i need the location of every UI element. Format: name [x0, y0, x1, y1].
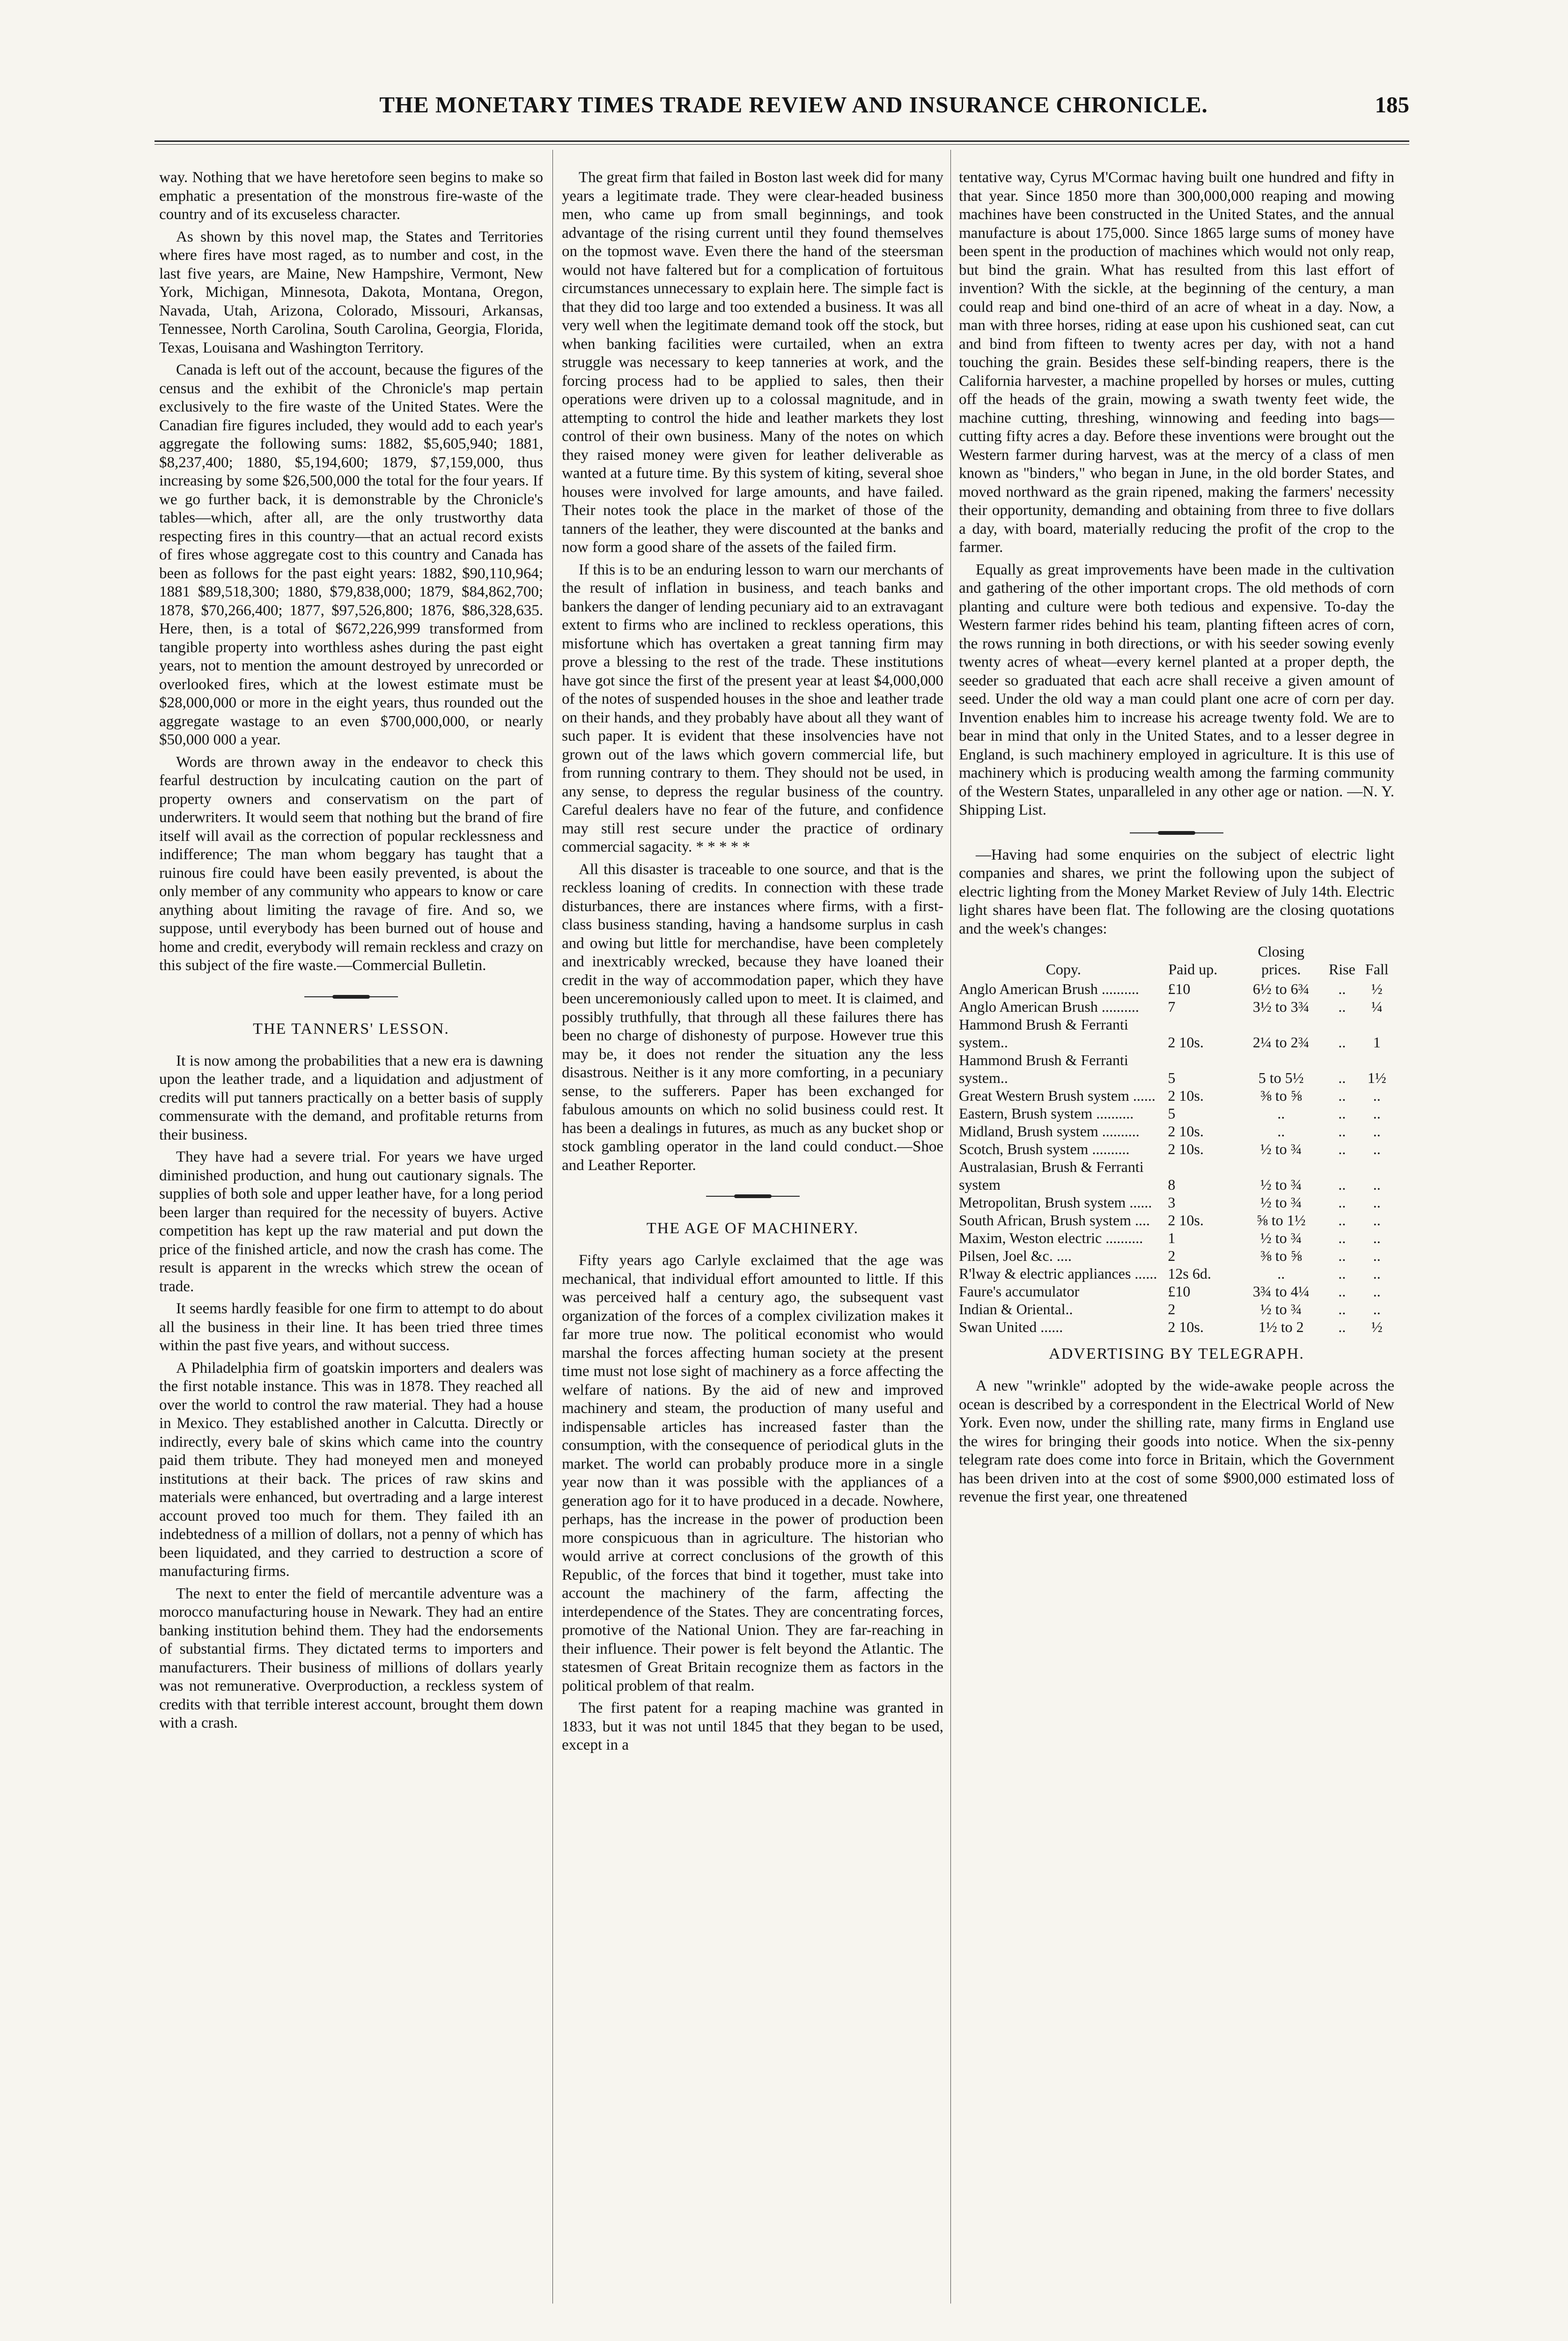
company-cell: Faure's accumulator	[959, 1283, 1080, 1300]
paid-up-cell: 2 10s.	[1168, 1087, 1204, 1104]
rise-cell: ..	[1338, 1212, 1346, 1229]
fall-cell: ..	[1373, 1247, 1381, 1264]
column-header: Copy.	[1045, 961, 1081, 978]
paid-up-cell: 8	[1168, 1176, 1176, 1193]
price-cell: ½ to ¾	[1260, 1176, 1302, 1193]
rise-cell: ..	[1338, 1318, 1346, 1335]
paragraph: Fifty years ago Carlyle exclaimed that the age was mechanical, that individual effort amounted to little. If this was perceived half a century ago, the subsequent vast organization of the forces of a complex civilization makes it far more true now. The political economist who would marshal the forces affecting human society at the present time must not lose sight of machinery as a force affecting the welfare of nations. By the aid of new and improved machinery and steam, the production of many useful and indispensable articles has increased faster than the consumption, with the consequence of periodical gluts in the market. The world can probably produce more in a single year now than it was possible with the appliances of a generation ago for it to have produced in a decade. Nowhere, perhaps, has the increase in the power of production been more conspicuous than in agriculture. The historian who would arrive at correct conclusions of the growth of this Republic, of the forces that bind it together, must take into account the machinery of the farm, affecting the interdependence of the States. They are concentrating forces, promotive of the National Union. They are far-reaching in their influence. Their power is felt beyond the Atlantic. The statesmen of Great Britain recognize them as factors in the political problem of that realm.	[562, 1252, 943, 1694]
fall-cell: ¼	[1371, 998, 1383, 1015]
header-rule	[155, 140, 1409, 142]
table-row	[959, 1247, 1394, 1265]
price-cell: ⅜ to ⅝	[1260, 1247, 1302, 1264]
paid-up-cell: 5	[1168, 1069, 1176, 1086]
company-cell: South African, Brush system ....	[959, 1212, 1150, 1229]
paragraph: As shown by this novel map, the States and Territories where fires have most raged, as to number and cost, in the last five years, are Maine, New Hampshire, Vermont, New York, Michigan, Minnesota, Dakota, Montana, Oregon, Navada, Utah, Arizona, Colorado, Missouri, Arkansas, Tennessee, North Carolina, South Carolina, Georgia, Florida, Texas, Louisana and Washington Territory.	[159, 228, 543, 356]
quotations-table	[959, 942, 1394, 1336]
column-2	[562, 169, 943, 2313]
page-header	[155, 91, 1409, 129]
price-cell: 3½ to 3¾	[1252, 998, 1310, 1015]
article-heading: THE TANNERS' LESSON.	[253, 1020, 449, 1038]
paragraph: Equally as great improvements have been made in the cultivation and gathering of the other important crops. The old methods of corn planting and culture were both tedious and expensive. To-day the Western farmer rides behind his team, planting fifteen acres of corn, the rows running in both directions, or with his seeder sowing evenly twenty acres of wheat—every kernel planted at a proper depth, the seeder so graduated that each acre shall receive a given amount of seed. Under the old way a man could plant one acre of corn per day. Invention enables him to increase his acreage twenty fold. We are to bear in mind that only in the United States, and to a lesser degree in England, is such machinery employed in agriculture. It is this use of machinery which is producing wealth among the farming community of the Western States, unparalleled in any other age or nation. —N. Y. Shipping List.	[959, 561, 1394, 818]
company-cell: Maxim, Weston electric ..........	[959, 1229, 1143, 1246]
company-cell: Eastern, Brush system ..........	[959, 1105, 1134, 1122]
price-cell: 5 to 5½	[1258, 1069, 1304, 1086]
price-cell: ⅜ to ⅝	[1260, 1087, 1302, 1104]
fall-cell: ½	[1371, 1318, 1383, 1335]
rise-cell: ..	[1338, 980, 1346, 997]
paid-up-cell: 12s 6d.	[1168, 1265, 1211, 1282]
section-divider	[706, 1194, 800, 1198]
column-header: Paid up.	[1168, 961, 1218, 978]
price-cell: 6½ to 6¾	[1252, 980, 1310, 997]
price-cell: ..	[1277, 1265, 1285, 1282]
table-row	[959, 1104, 1394, 1122]
paragraph: All this disaster is traceable to one source, and that is the reckless loaning of credits. In connection with these trade disturbances, there are instances where firms, with a first-class business standing, having a handsome surplus in cash and owing but little for merchandise, have been completely and inextricably wrecked, because they have loaned their credit in the way of accommodation paper, which they have been unceremoniously called upon to meet. It is claimed, and possibly truthfully, that through all these failures there has been no charge of dishonesty of purpose. However true this may be, it does not render the situation any the less disastrous. Neither is it any more comforting, in a pecuniary sense, to the sufferers. Paper has been exchanged for fabulous amounts on which no solid business could rest. It has been a dealings in futures, as much as any bucket shop or stock gambling operator in the land could conduct.—Shoe and Leather Reporter.	[562, 861, 943, 1174]
table-row	[959, 1229, 1394, 1247]
paid-up-cell: 2 10s.	[1168, 1141, 1204, 1157]
table-row	[959, 1122, 1394, 1140]
paragraph: The first patent for a reaping machine was granted in 1833, but it was not until 1845 that they began to be used, except in a	[562, 1700, 943, 1753]
column-header: Fall	[1365, 961, 1389, 978]
rise-cell: ..	[1338, 1265, 1346, 1282]
price-cell: ⅝ to 1½	[1256, 1212, 1306, 1229]
table-row	[959, 1193, 1394, 1211]
paragraph: The great firm that failed in Boston last week did for many years a legitimate trade. They were clear-headed business men, who came up from small beginnings, and took advantage of the rising current until they found themselves on the topmost wave. Even there the hand of the steersman would not have faltered but for a complication of fortuitous circumstances unnecessary to explain here. The simple fact is that they did too large and too extended a business. It was all very well when the legitimate demand took off the stock, but when banking facilities were curtailed, when an extra struggle was necessary to keep tanneries at work, and the forcing process had to be applied to sales, then their operations were driven up to a colossal magnitude, and in attempting to control the hide and leather markets they lost control of their own business. Many of the notes on which they raised money were given for leather deliverable as wanted at a future time. By this system of kiting, several shoe houses were involved for large amounts, and have failed. Their notes took the place in the market of those of the tanners of the leather, they were discounted at the banks and now form a good share of the assets of the failed firm.	[562, 169, 943, 556]
company-cell: Pilsen, Joel &c. ....	[959, 1247, 1072, 1264]
rise-cell: ..	[1338, 1301, 1346, 1318]
section-divider	[1130, 831, 1223, 835]
table-row	[959, 998, 1394, 1016]
rise-cell: ..	[1338, 1087, 1346, 1104]
paragraph: way. Nothing that we have heretofore seen begins to make so emphatic a presentation of the monstrous fire-waste of the country and of its excuseless character.	[159, 169, 543, 223]
paragraph: Canada is left out of the account, because the figures of the census and the exhibit of the Chronicle's map pertain exclusively to the fire waste of the United States. Were the Canadian fire figures included, they would add to each year's aggregate the following sums: 1882, $5,605,940; 1881, $8,237,400; 1880, $5,194,600; 1879, $7,159,000, thus increasing by some $26,500,000 the total for the four years. If we go further back, it is demonstrable by the Chronicle's tables—which, after all, are the only trustworthy data respecting fires in this country—that an actual record exists of fires whose aggregate cost to this country and Canada has been as follows for the past eight years: 1882, $90,110,964; 1881 $89,518,300; 1880, $79,838,000; 1879, $84,862,700; 1878, $70,266,400; 1877, $97,526,800; 1876, $86,328,635. Here, then, is a total of $672,226,999 transformed from tangible property into worthless ashes during the past eight years, not to mention the amount destroyed by unrecorded or overlooked fires, which at the lowest estimate must be $28,000,000 or more in the eight years, thus rounded out the aggregate wastage to an even $700,000,000, or nearly $50,000 000 a year.	[159, 361, 543, 748]
column-header: Closing prices.	[1258, 943, 1304, 978]
paragraph: The next to enter the field of mercantile adventure was a morocco manufacturing house in Newark. They had an entire banking institution behind them. They had the endorsements of substantial firms. They dictated terms to importers and manufacturers. Their business of millions of dollars yearly was not remunerative. Overproduction, a reckless system of credits with that terrible interest account, brought them down with a crash.	[159, 1585, 543, 1731]
paragraph: It is now among the probabilities that a new era is dawning upon the leather trade, and a liquidation and adjustment of credits will put tanners practically on a better basis of supply commensurate with the demand, and profitable returns from their business.	[159, 1052, 543, 1143]
fall-cell: ..	[1373, 1301, 1381, 1318]
fall-cell: ..	[1373, 1087, 1381, 1104]
rise-cell: ..	[1338, 1247, 1346, 1264]
fall-cell: ..	[1373, 1229, 1381, 1246]
rise-cell: ..	[1338, 1176, 1346, 1193]
paid-up-cell: 2	[1168, 1301, 1176, 1318]
paid-up-cell: 2 10s.	[1168, 1212, 1204, 1229]
paragraph: It seems hardly feasible for one firm to attempt to do about all the business in their line. It has been tried three times within the past five years, and without success.	[159, 1300, 543, 1354]
price-cell: 1½ to 2	[1258, 1318, 1304, 1335]
column-3	[959, 169, 1394, 2322]
paid-up-cell: 2 10s.	[1168, 1034, 1204, 1051]
table-row	[959, 1158, 1394, 1193]
price-cell: ..	[1277, 1105, 1285, 1122]
column-1	[159, 169, 543, 2304]
rise-cell: ..	[1338, 1141, 1346, 1157]
table-header-row	[959, 942, 1394, 980]
table-row	[959, 1318, 1394, 1336]
price-cell: 3¾ to 4¼	[1252, 1283, 1310, 1300]
header-rule-thin	[155, 144, 1409, 145]
table-row	[959, 1016, 1394, 1051]
column-divider	[950, 150, 951, 2304]
paid-up-cell: 3	[1168, 1194, 1176, 1211]
paragraph: A new "wrinkle" adopted by the wide-awake people across the ocean is described by a correspondent in the Electrical World of New York. Even now, under the shilling rate, many firms in England use the wires for bringing their goods into notice. When the six-penny telegram rate does come into force in Britain, which the Government has been driven into at the cost of some $900,000 estimated loss of revenue the first year, one threatened	[959, 1377, 1394, 1505]
company-cell: Swan United ......	[959, 1318, 1063, 1335]
price-cell: 2¼ to 2¾	[1252, 1034, 1310, 1051]
quotations-body	[959, 980, 1394, 1336]
company-cell: Anglo American Brush ..........	[959, 998, 1139, 1015]
column-divider	[552, 150, 553, 2304]
paid-up-cell: 2 10s.	[1168, 1318, 1204, 1335]
rise-cell: ..	[1338, 1105, 1346, 1122]
company-cell: Indian & Oriental..	[959, 1301, 1073, 1318]
paragraph: A Philadelphia firm of goatskin importers and dealers was the first notable instance. This was in 1878. They reached all over the world to control the raw material. They had a house in Mexico. They established another in Calcutta. Directly or indirectly, every bale of skins which came into the country paid them tribute. They had moneyed men and moneyed institutions at their back. The prices of raw skins and materials were enhanced, but overtrading and a large interest account proved too much for them. They failed ith an indebtedness of a million of dollars, not a penny of which has been liquidated, and they carried to destruction a score of manufacturing firms.	[159, 1359, 543, 1580]
fall-cell: ..	[1373, 1194, 1381, 1211]
company-cell: Hammond Brush & Ferranti system..	[959, 1016, 1128, 1051]
paragraph: Words are thrown away in the endeavor to check this fearful destruction by inculcating caution on the part of property owners and conservatism on the part of underwriters. It would seem that nothing but the brand of fire itself will avail as the correction of popular recklessness and indifference; The man whom beggary has taught that a ruinous fire could have been easily prevented, is about the only member of any community who appears to know or care anything about limiting the ravage of fire. And so, we suppose, until everybody has been burned out of house and home and credit, everybody will remain reckless and crazy on this subject of the fire waste.—Commercial Bulletin.	[159, 753, 543, 974]
company-cell: R'lway & electric appliances ......	[959, 1265, 1157, 1282]
paid-up-cell: £10	[1168, 980, 1191, 997]
rise-cell: ..	[1338, 1229, 1346, 1246]
fall-cell: ½	[1371, 980, 1383, 997]
paid-up-cell: 2	[1168, 1247, 1176, 1264]
fall-cell: ..	[1373, 1123, 1381, 1140]
fall-cell: ..	[1373, 1105, 1381, 1122]
rise-cell: ..	[1338, 1034, 1346, 1051]
company-cell: Australasian, Brush & Ferranti system	[959, 1158, 1144, 1193]
rise-cell: ..	[1338, 1194, 1346, 1211]
paragraph: If this is to be an enduring lesson to warn our merchants of the result of inflation in business, and teach banks and bankers the danger of lending pecuniary aid to an extravagant extent to firms who are inclined to reckless operations, this misfortune which has overtaken a great tanning firm may prove a blessing to the rest of the trade. These institutions have got since the first of the present year at least $4,000,000 of the notes of suspended houses in the shoe and leather trade on their hands, and they probably have about all they want of such paper. It is evident that these insolvencies have not grown out of the laws which govern commercial life, but from running contrary to them. They should not be used, in any sense, to depress the regular business of the country. Careful dealers have no fear of the future, and confidence may still rest secure under the practice of ordinary commercial sagacity. * * * * *	[562, 561, 943, 855]
rise-cell: ..	[1338, 1283, 1346, 1300]
rise-cell: ..	[1338, 1069, 1346, 1086]
company-cell: Great Western Brush system ......	[959, 1087, 1156, 1104]
paid-up-cell: 5	[1168, 1105, 1176, 1122]
table-row	[959, 1051, 1394, 1087]
price-cell: ..	[1277, 1123, 1285, 1140]
price-cell: ½ to ¾	[1260, 1229, 1302, 1246]
company-cell: Anglo American Brush ..........	[959, 980, 1139, 997]
paragraph: —Having had some enquiries on the subject of electric light companies and shares, we print the following upon the subject of electric lighting from the Money Market Review of July 14th. Electric light shares have been flat. The following are the closing quotations and the week's changes:	[959, 846, 1394, 937]
table-row	[959, 1300, 1394, 1318]
paid-up-cell: 2 10s.	[1168, 1123, 1204, 1140]
paragraph: They have had a severe trial. For years we have urged diminished production, and hung out cautionary signals. The supplies of both sole and upper leather have, for a long period been larger than required for the necessity of buyers. Active competition has kept up the raw material and put down the price of the finished article, and now the crash has come. The result is apparent in the wrecks which strew the ocean of trade.	[159, 1148, 543, 1295]
table-row	[959, 1087, 1394, 1104]
table-row	[959, 1211, 1394, 1229]
section-divider	[304, 995, 398, 999]
rise-cell: ..	[1338, 1123, 1346, 1140]
fall-cell: ..	[1373, 1141, 1381, 1157]
fall-cell: ..	[1373, 1212, 1381, 1229]
fall-cell: ..	[1373, 1283, 1381, 1300]
company-cell: Metropolitan, Brush system ......	[959, 1194, 1152, 1211]
company-cell: Hammond Brush & Ferranti system..	[959, 1052, 1128, 1086]
fall-cell: 1½	[1367, 1069, 1386, 1086]
table-row	[959, 1282, 1394, 1300]
journal-title: THE MONETARY TIMES TRADE REVIEW AND INSURANCE CHRONICLE.	[379, 92, 1208, 118]
table-row	[959, 1140, 1394, 1158]
column-header: Rise	[1328, 961, 1355, 978]
price-cell: ½ to ¾	[1260, 1301, 1302, 1318]
fall-cell: 1	[1373, 1034, 1381, 1051]
fall-cell: ..	[1373, 1265, 1381, 1282]
paid-up-cell: 7	[1168, 998, 1176, 1015]
rise-cell: ..	[1338, 998, 1346, 1015]
paid-up-cell: £10	[1168, 1283, 1191, 1300]
table-row	[959, 1265, 1394, 1282]
company-cell: Midland, Brush system ..........	[959, 1123, 1140, 1140]
fall-cell: ..	[1373, 1176, 1381, 1193]
article-heading: ADVERTISING BY TELEGRAPH.	[1049, 1345, 1304, 1362]
paragraph: tentative way, Cyrus M'Cormac having built one hundred and fifty in that year. Since 1850 more than 300,000,000 reaping and mowing machines have been constructed in the United States, and the annual manufacture is about 175,000. Since 1865 large sums of money have been spent in the production of machines which would not only reap, but bind the grain. What has resulted from this last effort of invention? With the sickle, at the beginning of the century, a man could reap and bind one-third of an acre of wheat in a day. Now, a man with three horses, riding at ease upon his cushioned seat, can cut and bind from fifteen to twenty acres per day, with not a hand touching the grain. Besides these self-binding reapers, there is the California harvester, a machine propelled by horses or mules, cutting off the heads of the grain, mowing a swath twenty feet wide, the machine cutting, threshing, winnowing and feeding into bags—cutting fifty acres a day. Before these inventions were brought out the Western farmer during harvest, was at the mercy of a class of men known as "binders," who began in June, in the old border States, and moved northward as the grain ripened, making the farmers' necessity their opportunity, demanding and obtaining from three to five dollars a day, with board, materially reducing the profit of the crop to the farmer.	[959, 169, 1394, 556]
price-cell: ½ to ¾	[1260, 1194, 1302, 1211]
price-cell: ½ to ¾	[1260, 1141, 1302, 1157]
page-number: 185	[1375, 92, 1409, 118]
paid-up-cell: 1	[1168, 1229, 1176, 1246]
company-cell: Scotch, Brush system ..........	[959, 1141, 1130, 1157]
table-row	[959, 980, 1394, 998]
article-heading: THE AGE OF MACHINERY.	[646, 1220, 859, 1237]
